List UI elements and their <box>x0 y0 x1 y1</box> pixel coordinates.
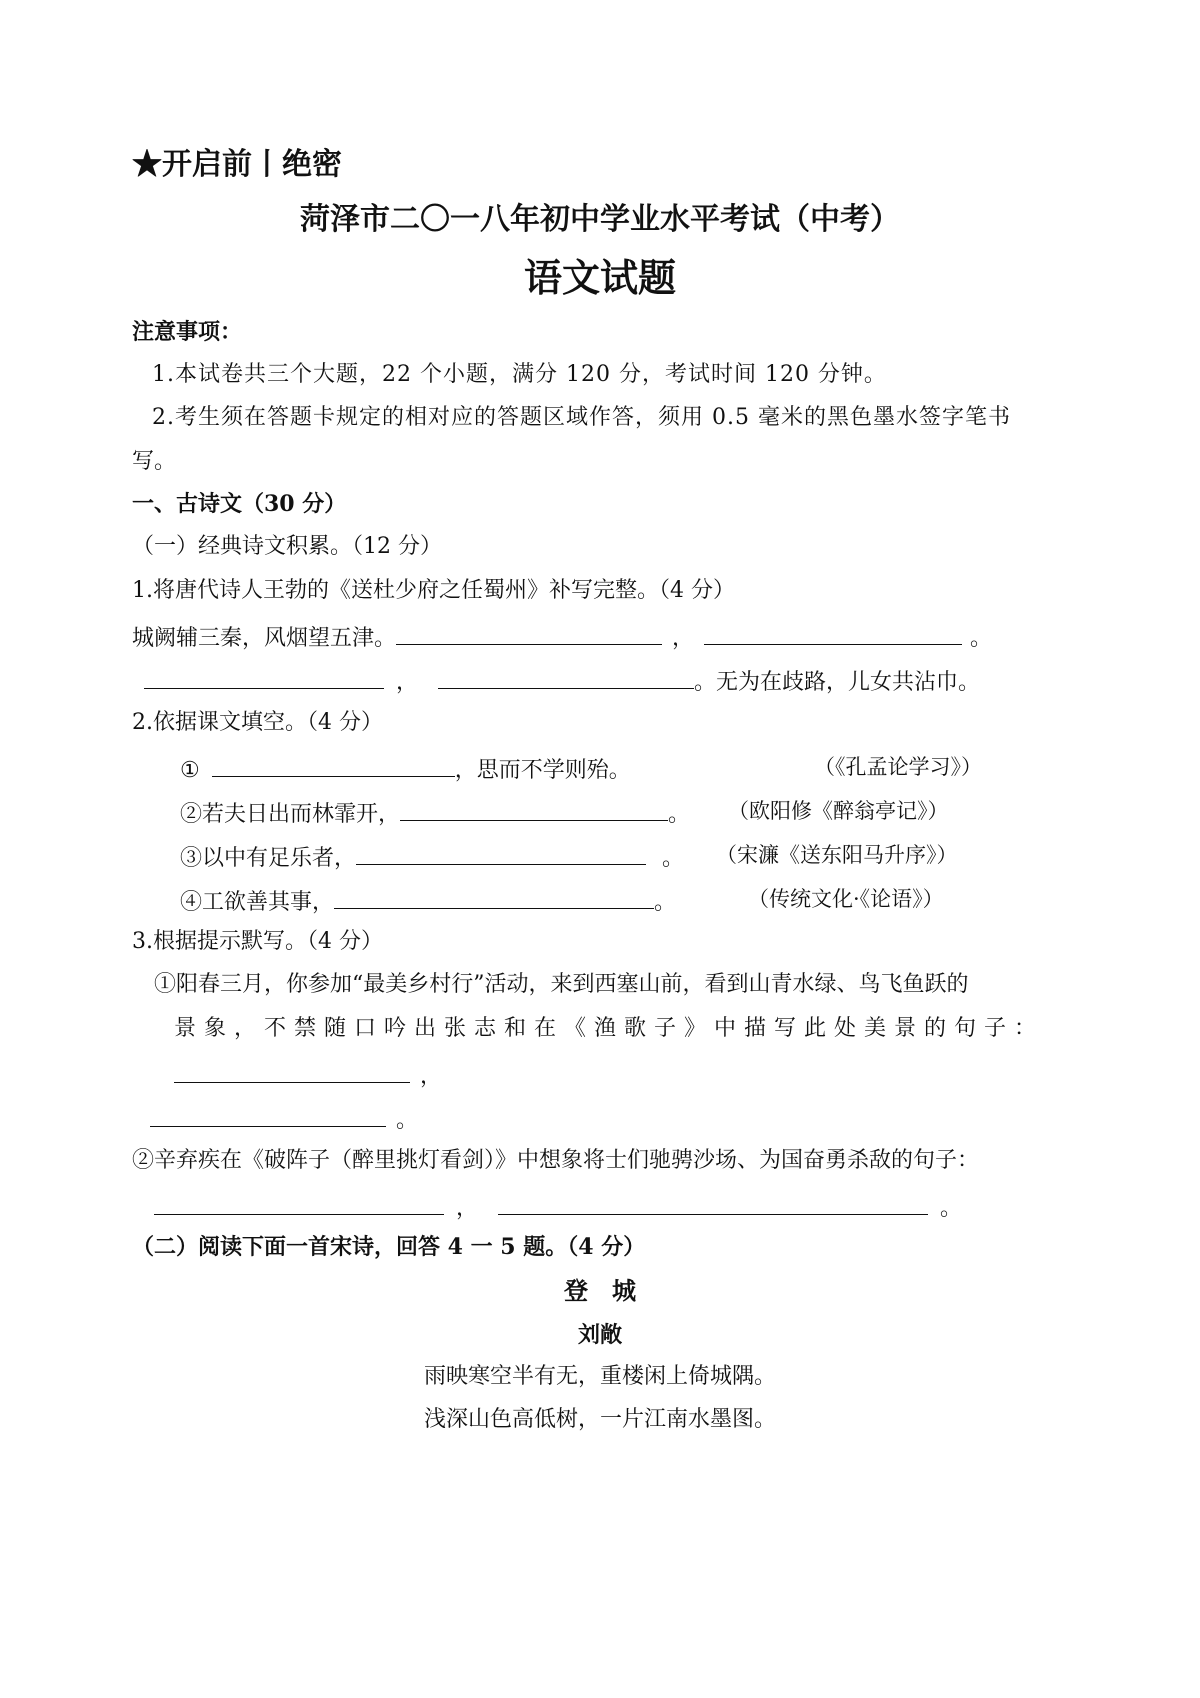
poem-line-2: 浅深山色高低树，一片江南水墨图。 <box>423 1407 776 1432</box>
item-prefix: ① <box>180 758 200 783</box>
part-1-title: （一）经典诗文积累。（12 分） <box>132 534 442 559</box>
answer-blank[interactable] <box>704 620 962 645</box>
item-suffix: 。 <box>668 802 691 827</box>
item-suffix: 。 <box>654 890 677 915</box>
period: 。 <box>940 1196 963 1221</box>
answer-blank[interactable] <box>154 1190 444 1215</box>
question-2-item-1 <box>180 752 631 786</box>
question-2-item-2 <box>180 796 690 830</box>
question-1-line-1-prefix: 城阙辅三秦，风烟望五津。 <box>132 626 397 651</box>
question-3-item-1-line-2: 景象，不禁随口吟出张志和在《渔歌子》中描写此处美景的句子： <box>174 1016 1045 1041</box>
question-2-item-4-source: （传统文化·《论语》） <box>748 887 944 911</box>
poem-title: 登 城 <box>564 1276 636 1305</box>
answer-blank[interactable] <box>438 664 694 689</box>
question-3-item-1-answer-line-2 <box>150 1102 418 1136</box>
comma: ， <box>456 1196 479 1221</box>
notes-item-2-line-1: 2.考生须在答题卡规定的相对应的答题区域作答，须用 0.5 毫米的黑色墨水签字笔书 <box>152 405 1011 430</box>
question-3-item-2-line-1: ②辛弃疾在《破阵子（醉里挑灯看剑）》中想象将士们驰骋沙场、为国奋勇杀敌的句子： <box>132 1148 980 1173</box>
question-3-item-2-answer-line <box>154 1190 962 1224</box>
answer-blank[interactable] <box>400 796 668 821</box>
question-3-prompt: 3.根据提示默写。（4 分） <box>132 929 383 954</box>
answer-blank[interactable] <box>212 752 455 777</box>
question-1-line-2 <box>144 664 980 698</box>
answer-blank[interactable] <box>356 840 646 865</box>
period: 。 <box>970 626 993 651</box>
answer-blank[interactable] <box>174 1058 410 1083</box>
comma: ， <box>396 670 419 695</box>
item-prefix: ②若夫日出而林霏开， <box>180 802 401 827</box>
question-3-item-1-line-1: ①阳春三月，你参加“最美乡村行”活动，来到西塞山前，看到山青水绿、鸟飞鱼跃的 <box>154 972 969 997</box>
question-2-item-1-source: （《孔孟论学习》） <box>814 755 982 779</box>
notes-heading: 注意事项： <box>132 319 243 345</box>
comma: ， <box>420 1064 443 1089</box>
item-prefix: ③以中有足乐者， <box>180 846 357 871</box>
item-suffix: ，思而不学则殆。 <box>454 758 631 783</box>
item-prefix: ④工欲善其事， <box>180 890 335 915</box>
poem-author: 刘敞 <box>577 1322 622 1348</box>
answer-blank[interactable] <box>150 1102 386 1127</box>
answer-blank[interactable] <box>144 664 384 689</box>
answer-blank[interactable] <box>396 620 662 645</box>
notes-item-2-line-2: 写。 <box>132 449 177 474</box>
answer-blank[interactable] <box>498 1190 928 1215</box>
poem-line-1: 雨映寒空半有无，重楼闲上倚城隅。 <box>423 1364 776 1389</box>
question-3-item-1-answer-line-1 <box>174 1058 442 1092</box>
period: 。 <box>396 1108 419 1133</box>
question-2-item-3-source: （宋濂《送东阳马升序》） <box>716 843 958 867</box>
notes-item-1: 1.本试卷共三个大题，22 个小题，满分 120 分，考试时间 120 分钟。 <box>152 362 887 387</box>
answer-blank[interactable] <box>334 884 654 909</box>
question-2-item-2-source: （欧阳修《醉翁亭记》） <box>728 799 949 823</box>
question-1-line-2-suffix: 。无为在歧路，儿女共沾巾。 <box>694 670 981 695</box>
subject-title: 语文试题 <box>523 255 676 300</box>
question-1-prompt: 1.将唐代诗人王勃的《送杜少府之任蜀州》补写完整。（4 分） <box>132 578 735 603</box>
item-suffix: 。 <box>662 846 685 871</box>
exam-title: 菏泽市二〇一八年初中学业水平考试（中考） <box>300 202 900 237</box>
question-2-item-4 <box>180 884 676 918</box>
question-2-item-3 <box>180 840 684 874</box>
section-1-title: 一、古诗文（30 分） <box>132 491 347 517</box>
part-2-title: （二）阅读下面一首宋诗，回答 4 一 5 题。（4 分） <box>132 1234 646 1260</box>
comma: ， <box>672 626 695 651</box>
secret-mark: ★开启前丨绝密 <box>132 147 342 182</box>
question-2-prompt: 2.依据课文填空。（4 分） <box>132 710 383 735</box>
question-1-line-1 <box>132 620 992 654</box>
